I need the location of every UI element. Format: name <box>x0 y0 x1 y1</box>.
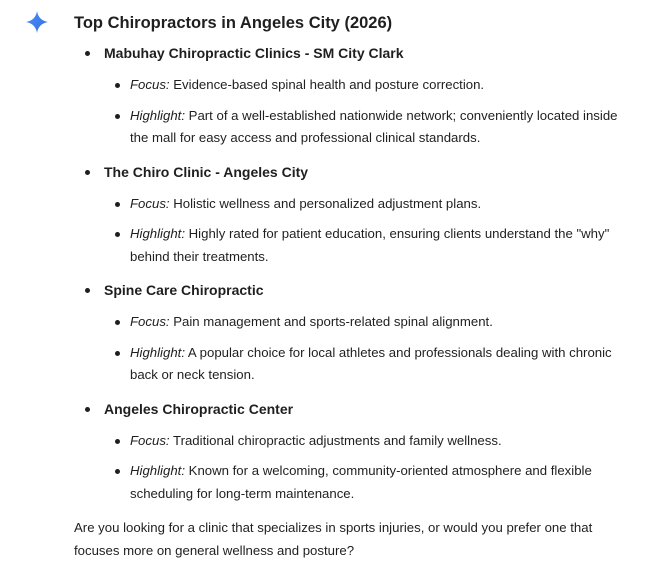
focus-text: Evidence-based spinal health and posture correction. <box>173 77 485 92</box>
clinic-item <box>74 162 646 269</box>
focus-label: Focus: <box>130 195 170 211</box>
highlight-item <box>104 105 646 150</box>
focus-item <box>104 193 646 216</box>
clinic-name: The Chiro Clinic - Angeles City <box>104 163 309 180</box>
focus-text: Traditional chiropractic adjustments and family wellness. <box>173 432 502 448</box>
focus-label: Focus: <box>130 77 170 92</box>
focus-label: Focus: <box>130 314 170 329</box>
clinic-details <box>104 311 646 387</box>
clinic-item <box>74 43 646 150</box>
clinic-item <box>74 399 646 506</box>
clinic-name: Spine Care Chiropractic <box>104 282 264 298</box>
clinic-details <box>104 74 646 150</box>
focus-item <box>104 74 646 97</box>
clinic-name: Angeles Chiropractic Center <box>104 400 294 417</box>
response-content <box>74 12 646 562</box>
highlight-text: A popular choice for local athletes and professionals dealing with chronic back or neck tension. <box>130 344 612 382</box>
highlight-item <box>104 223 646 268</box>
highlight-text: Known for a welcoming, community-oriented atmosphere and flexible scheduling for long-term maintenance. <box>130 463 592 501</box>
clinic-name: Mabuhay Chiropractic Clinics - SM City Clark <box>104 45 404 61</box>
clinic-item <box>74 280 646 387</box>
highlight-text: Part of a well-established nationwide network; conveniently located inside the mall for easy access and professional clinical standards. <box>130 107 618 145</box>
focus-item <box>104 311 646 334</box>
highlight-text: Highly rated for patient education, ensuring clients understand the "why" behind their treatments. <box>130 226 610 264</box>
clinic-details <box>104 193 646 269</box>
focus-text: Pain management and sports-related spinal alignment. <box>173 314 493 329</box>
gemini-sparkle-icon <box>26 11 48 33</box>
highlight-label: Highlight: <box>130 226 185 241</box>
focus-item <box>104 430 646 453</box>
highlight-item <box>104 460 646 505</box>
follow-up-question: Are you looking for a clinic that specializes in sports injuries, or would you prefer one that focuses more on general wellness and posture? <box>74 520 593 558</box>
highlight-item <box>104 342 646 387</box>
clinic-list <box>74 43 646 505</box>
focus-label: Focus: <box>130 432 170 448</box>
clinic-details <box>104 430 646 506</box>
highlight-label: Highlight: <box>130 463 185 478</box>
focus-text: Holistic wellness and personalized adjustment plans. <box>173 195 482 211</box>
highlight-label: Highlight: <box>130 344 185 360</box>
response-title: Top Chiropractors in Angeles City (2026) <box>74 14 393 32</box>
highlight-label: Highlight: <box>130 107 185 123</box>
